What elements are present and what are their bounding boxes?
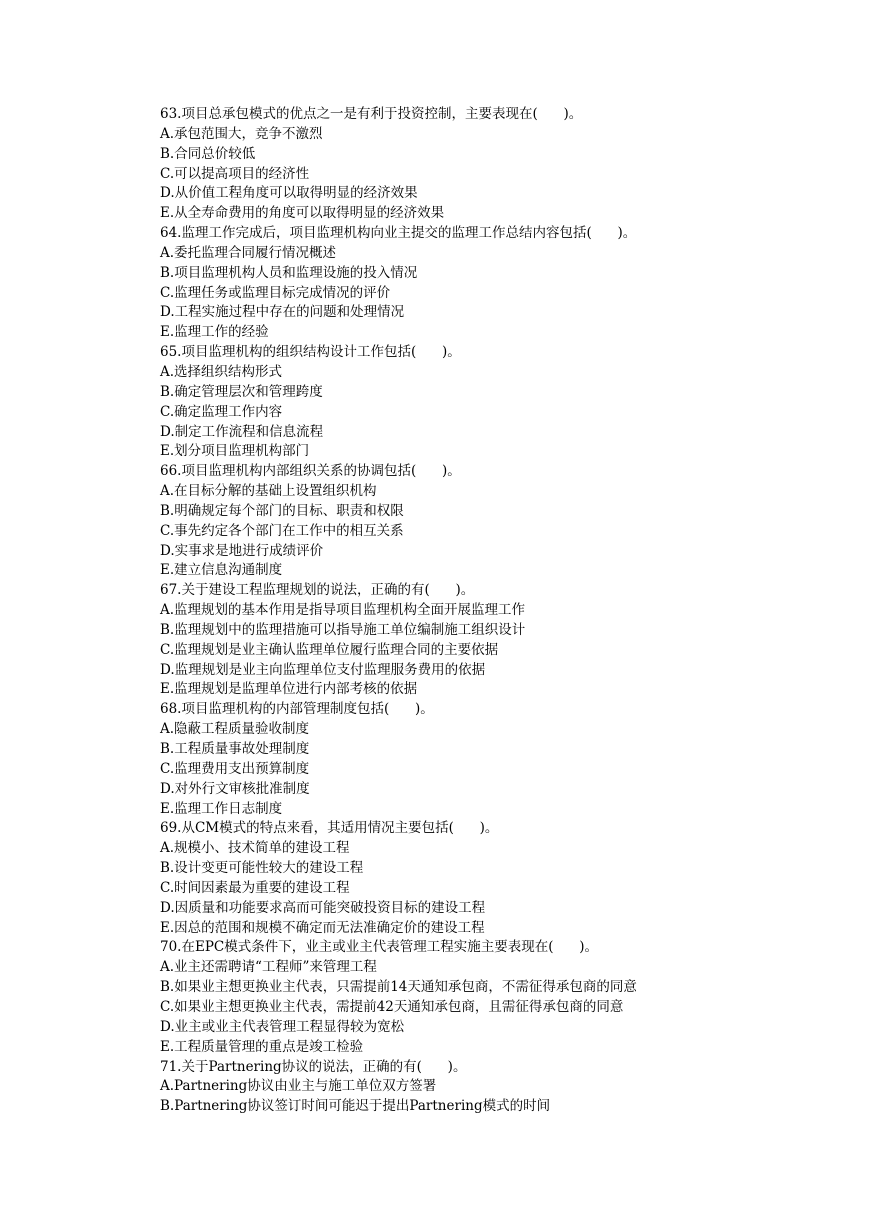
question-stem: 66.项目监理机构内部组织关系的协调包括( )。 — [160, 463, 461, 480]
option-c: C.监理规划是业主确认监理单位履行监理合同的主要依据 — [160, 641, 499, 658]
option-e: E.划分项目监理机构部门 — [160, 443, 310, 460]
option-a: A.委托监理合同履行情况概述 — [160, 244, 337, 261]
option-e: E.因总的范围和规模不确定而无法准确定价的建设工程 — [160, 919, 485, 936]
question-stem: 69.从CM模式的特点来看，其适用情况主要包括( )。 — [160, 820, 499, 837]
question-stem: 64.监理工作完成后，项目监理机构向业主提交的监理工作总结内容包括( )。 — [160, 225, 637, 242]
document-page — [160, 105, 850, 1117]
option-a: A.规模小、技术简单的建设工程 — [160, 840, 350, 857]
option-d: D.业主或业主代表管理工程显得较为宽松 — [160, 1018, 405, 1035]
option-b: B.工程质量事故处理制度 — [160, 741, 310, 757]
option-a: A.隐蔽工程质量验收制度 — [160, 721, 310, 738]
option-d: D.实事求是地进行成绩评价 — [160, 542, 324, 559]
option-a: A.在目标分解的基础上设置组织机构 — [160, 483, 377, 500]
option-e: E.监理工作的经验 — [160, 324, 269, 341]
question-stem: 71.关于Partnering协议的说法，正确的有( )。 — [160, 1058, 467, 1075]
option-d: D.监理规划是业主向监理单位支付监理服务费用的依据 — [160, 661, 486, 678]
question-stem: 70.在EPC模式条件下，业主或业主代表管理工程实施主要表现在( )。 — [160, 939, 599, 956]
option-c: C.确定监理工作内容 — [160, 403, 283, 420]
question-64 — [160, 224, 850, 343]
option-c: C.事先约定各个部门在工作中的相互关系 — [160, 522, 404, 539]
option-b: B.设计变更可能性较大的建设工程 — [160, 860, 364, 877]
option-c: C.如果业主想更换业主代表，需提前42天通知承包商，且需征得承包商的同意 — [160, 998, 624, 1015]
option-b: B.确定管理层次和管理跨度 — [160, 383, 323, 400]
option-d: D.因质量和功能要求高而可能突破投资目标的建设工程 — [160, 899, 486, 916]
option-d: D.工程实施过程中存在的问题和处理情况 — [160, 304, 405, 321]
option-b: B.明确规定每个部门的目标、职责和权限 — [160, 502, 404, 519]
question-66 — [160, 462, 850, 581]
option-c: C.监理任务或监理目标完成情况的评价 — [160, 284, 391, 301]
option-b: B.Partnering协议签订时间可能迟于提出Partnering模式的时间 — [160, 1098, 551, 1115]
option-c: C.时间因素最为重要的建设工程 — [160, 879, 350, 896]
option-d: D.从价值工程角度可以取得明显的经济效果 — [160, 185, 418, 202]
question-stem: 68.项目监理机构的内部管理制度包括( )。 — [160, 701, 434, 718]
option-a: A.承包范围大，竞争不激烈 — [160, 125, 323, 142]
option-d: D.制定工作流程和信息流程 — [160, 423, 324, 440]
option-c: C.可以提高项目的经济性 — [160, 165, 310, 182]
option-a: A.监理规划的基本作用是指导项目监理机构全面开展监理工作 — [160, 602, 526, 619]
option-b: B.如果业主想更换业主代表，只需提前14天通知承包商，不需征得承包商的同意 — [160, 979, 637, 996]
option-a: A.选择组织结构形式 — [160, 363, 283, 380]
option-e: E.工程质量管理的重点是竣工检验 — [160, 1038, 364, 1055]
option-b: B.合同总价较低 — [160, 145, 256, 162]
question-69 — [160, 819, 850, 938]
question-68 — [160, 700, 850, 819]
option-e: E.监理规划是监理单位进行内部考核的依据 — [160, 681, 418, 698]
option-c: C.监理费用支出预算制度 — [160, 760, 310, 777]
question-70 — [160, 938, 850, 1057]
option-e: E.从全寿命费用的角度可以取得明显的经济效果 — [160, 205, 445, 222]
option-a: A.Partnering协议由业主与施工单位双方签署 — [160, 1078, 437, 1095]
option-a: A.业主还需聘请“工程师”来管理工程 — [160, 959, 377, 976]
option-e: E.建立信息沟通制度 — [160, 562, 283, 579]
option-e: E.监理工作日志制度 — [160, 800, 283, 817]
question-65 — [160, 343, 850, 462]
option-d: D.对外行文审核批准制度 — [160, 780, 310, 797]
question-63 — [160, 105, 850, 224]
question-71 — [160, 1058, 850, 1118]
option-b: B.监理规划中的监理措施可以指导施工单位编制施工组织设计 — [160, 621, 526, 638]
question-stem: 65.项目监理机构的组织结构设计工作包括( )。 — [160, 344, 461, 361]
question-stem: 67.关于建设工程监理规划的说法，正确的有( )。 — [160, 582, 475, 599]
question-stem: 63.项目总承包模式的优点之一是有利于投资控制，主要表现在( )。 — [160, 106, 583, 122]
option-b: B.项目监理机构人员和监理设施的投入情况 — [160, 264, 418, 281]
question-67 — [160, 581, 850, 700]
